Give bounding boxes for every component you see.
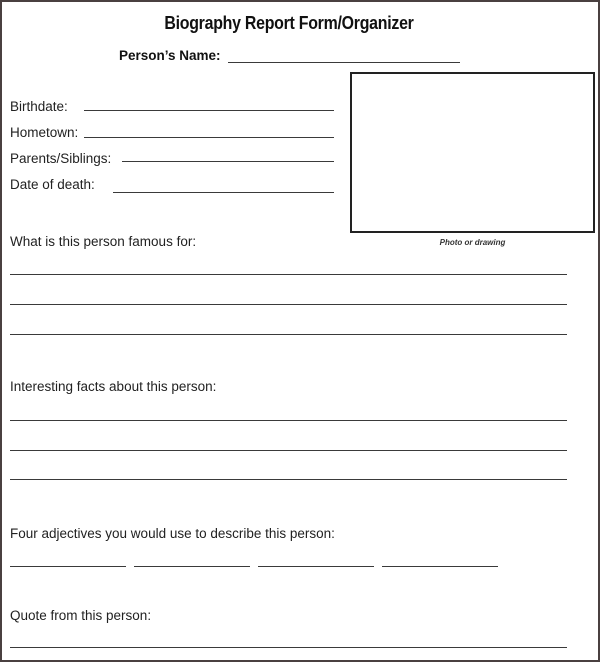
parents-siblings-label: Parents/Siblings: bbox=[10, 151, 112, 166]
photo-caption: Photo or drawing bbox=[439, 238, 506, 247]
quote-label: Quote from this person: bbox=[10, 608, 152, 623]
interesting-facts-line-2[interactable] bbox=[10, 450, 567, 451]
parents-siblings-field[interactable] bbox=[122, 161, 334, 162]
interesting-facts-label: Interesting facts about this person: bbox=[10, 379, 217, 394]
adjective-field-4[interactable] bbox=[382, 566, 498, 567]
photo-drawing-box[interactable] bbox=[350, 72, 595, 233]
form-title: Biography Report Form/Organizer bbox=[164, 12, 414, 33]
adjectives-label: Four adjectives you would use to describe this person: bbox=[10, 526, 335, 541]
interesting-facts-line-1[interactable] bbox=[10, 420, 567, 421]
date-of-death-label: Date of death: bbox=[10, 177, 95, 192]
hometown-field[interactable] bbox=[84, 137, 334, 138]
birthdate-field[interactable] bbox=[84, 110, 334, 111]
hometown-label: Hometown: bbox=[10, 125, 79, 140]
birthdate-label: Birthdate: bbox=[10, 99, 68, 114]
date-of-death-field[interactable] bbox=[113, 192, 334, 193]
quote-field[interactable] bbox=[10, 647, 567, 648]
famous-for-line-2[interactable] bbox=[10, 304, 567, 305]
famous-for-line-1[interactable] bbox=[10, 274, 567, 275]
adjective-field-2[interactable] bbox=[134, 566, 250, 567]
adjective-field-3[interactable] bbox=[258, 566, 374, 567]
interesting-facts-line-3[interactable] bbox=[10, 479, 567, 480]
famous-for-label: What is this person famous for: bbox=[10, 234, 197, 249]
famous-for-line-3[interactable] bbox=[10, 334, 567, 335]
adjective-field-1[interactable] bbox=[10, 566, 126, 567]
persons-name-field[interactable] bbox=[228, 62, 460, 63]
persons-name-label: Person’s Name: bbox=[119, 48, 221, 63]
